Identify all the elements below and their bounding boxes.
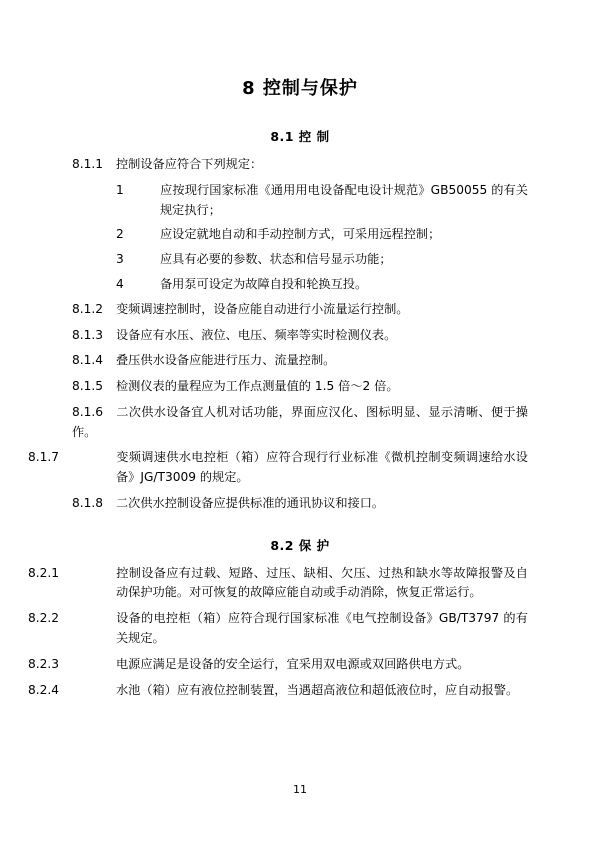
clause-number: 8.2.3 xyxy=(28,656,60,671)
page-title: 8 控制与保护 xyxy=(242,78,358,99)
clause-number: 8.1.3 xyxy=(72,327,104,342)
clause-number: 8.1.5 xyxy=(72,379,104,394)
clause-text: 二次供水控制设备应提供标准的通讯协议和接口。 xyxy=(116,495,385,510)
list-item-text: 应具有必要的参数、状态和信号显示功能； xyxy=(160,252,392,267)
list-item xyxy=(72,181,528,221)
clause-text: 电源应满足是设备的安全运行，宜采用双电源或双回路供电方式。 xyxy=(116,656,470,671)
list-item-number: 2 xyxy=(116,227,124,242)
clause-number: 8.1.7 xyxy=(28,450,60,465)
clause-number: 8.2.2 xyxy=(28,611,60,626)
clause-8-2-1 xyxy=(28,564,528,604)
clause-8-2-2 xyxy=(28,609,528,649)
clause-8-1-3 xyxy=(72,326,528,346)
clause-8-1-7 xyxy=(28,448,528,488)
list-item-number: 3 xyxy=(116,252,124,267)
clause-8-1-5 xyxy=(72,377,528,397)
section-title-8-1: 8.1 控 制 xyxy=(270,129,330,145)
list-item-text: 备用泵可设定为故障自投和轮换互投。 xyxy=(160,277,368,292)
clause-8-1-8 xyxy=(72,494,528,514)
clause-text: 变频调速控制时，设备应能自动进行小流量运行控制。 xyxy=(116,301,409,316)
list-item xyxy=(72,275,528,295)
list-item xyxy=(72,250,528,270)
list-item-text: 应设定就地自动和手动控制方式，可采用远程控制； xyxy=(160,227,441,242)
document-content xyxy=(28,0,528,706)
clause-number: 8.2.4 xyxy=(28,682,60,697)
clause-text: 设备应有水压、液位、电压、频率等实时检测仪表。 xyxy=(116,327,397,342)
list-item-number: 1 xyxy=(116,182,124,197)
clause-number: 8.1.4 xyxy=(72,353,104,368)
clause-8-2-3 xyxy=(28,655,528,675)
page-number: 11 xyxy=(293,783,307,796)
clause-number: 8.1.6 xyxy=(72,404,104,419)
list-item-number: 4 xyxy=(116,277,124,292)
clause-text: 设备的电控柜（箱）应符合现行国家标准《电气控制设备》GB/T3797 的有关规定。 xyxy=(116,611,528,645)
clause-text: 控制设备应有过载、短路、过压、缺相、欠压、过热和缺水等故障报警及自动保护功能。对可恢复的故障应能自动或手动消除，恢复正常运行。 xyxy=(116,565,528,600)
list-item-text: 应按现行国家标准《通用用电设备配电设计规范》GB50055 的有关规定执行； xyxy=(160,182,528,217)
clause-number: 8.1.1 xyxy=(72,157,104,172)
clause-8-1-1 xyxy=(72,155,528,175)
clause-text: 控制设备应符合下列规定： xyxy=(116,157,263,172)
clause-text: 变频调速供水电控柜（箱）应符合现行行业标准《微机控制变频调速给水设备》JG/T3009 的规定。 xyxy=(116,450,528,485)
clause-number: 8.2.1 xyxy=(28,565,60,580)
clause-8-1-6 xyxy=(72,403,528,443)
clause-number: 8.1.8 xyxy=(72,495,104,510)
clause-number: 8.1.2 xyxy=(72,301,104,316)
clause-8-1-4 xyxy=(72,351,528,371)
clause-text: 二次供水设备宜人机对话功能，界面应汉化、图标明显、显示清晰、便于操作。 xyxy=(72,404,528,439)
clause-8-2-4 xyxy=(28,681,528,701)
clause-text: 叠压供水设备应能进行压力、流量控制。 xyxy=(116,353,336,368)
clause-8-1-2 xyxy=(72,300,528,320)
clause-text: 检测仪表的量程应为工作点测量值的 1.5 倍～2 倍。 xyxy=(116,379,399,394)
clause-text: 水池（箱）应有液位控制装置，当遇超高液位和超低液位时，应自动报警。 xyxy=(116,682,519,697)
section-title-8-2: 8.2 保 护 xyxy=(270,537,330,553)
list-item xyxy=(72,225,528,245)
